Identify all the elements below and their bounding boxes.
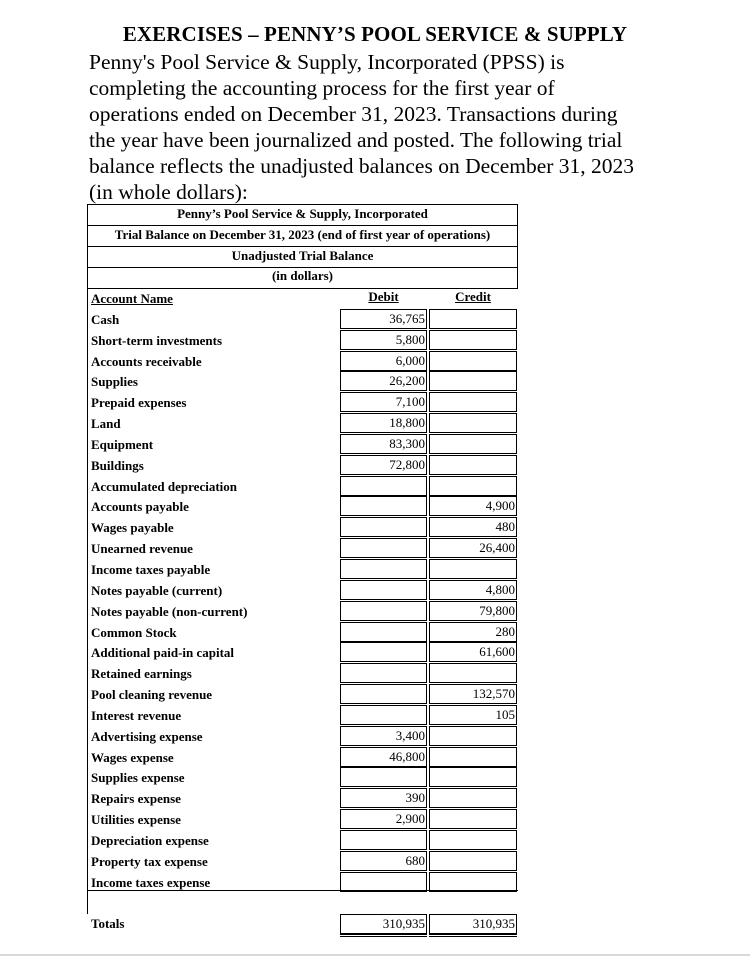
credit-cell [429,413,517,433]
table-row [87,413,518,434]
credit-header: Credit [455,289,491,304]
debit-cell [340,580,427,600]
double-underline-debit [340,934,427,937]
intro-line: Penny's Pool Service & Supply, Incorporated (PPSS) is [89,50,565,74]
table-row [87,392,518,413]
table-row [87,434,518,455]
account-name: Wages expense [91,749,174,765]
credit-cell [429,851,517,871]
credit-cell [429,809,517,829]
debit-header: Debit [368,289,399,304]
intro-line: operations ended on December 31, 2023. Transactions during [89,102,618,126]
account-name: Property tax expense [91,853,208,869]
account-name: Accounts receivable [91,353,202,369]
debit-cell: 680 [340,851,427,871]
table-row [87,663,518,684]
table-row [87,330,518,351]
table-row [87,476,518,497]
debit-cell: 2,900 [340,809,427,829]
account-name-header: Account Name [91,291,173,306]
debit-cell: 72,800 [340,455,427,475]
credit-cell [429,747,517,767]
debit-cell: 46,800 [340,747,427,767]
intro-paragraph [89,49,699,205]
account-name: Equipment [91,436,154,452]
debit-cell [340,476,427,496]
debit-cell: 26,200 [340,371,427,391]
account-name: Supplies expense [91,770,185,786]
debit-cell [340,642,427,662]
table-row [87,684,518,705]
credit-cell [429,351,517,371]
credit-cell [429,726,517,746]
credit-cell [429,830,517,850]
credit-cell [429,330,517,350]
table-row [87,455,518,476]
debit-cell [340,622,427,642]
intro-line: balance reflects the unadjusted balances on December 31, 2023 [89,154,635,178]
trial-balance-unit: (in dollars) [271,268,334,283]
account-name: Accounts payable [91,499,189,515]
account-name: Accumulated depreciation [91,478,237,494]
table-row [87,351,518,372]
account-name: Common Stock [91,624,177,640]
totals-row [87,914,518,934]
account-name: Unearned revenue [91,541,193,557]
credit-cell [429,434,517,454]
credit-cell: 4,800 [429,580,517,600]
debit-cell: 390 [340,788,427,808]
debit-cell [340,517,427,537]
table-row [87,788,518,809]
account-name: Cash [91,311,120,327]
credit-cell: 280 [429,622,517,642]
debit-cell [340,767,427,787]
account-name: Notes payable (current) [91,582,223,598]
account-rows [87,288,518,892]
account-name: Short-term investments [91,332,223,348]
double-underline-credit [429,934,517,937]
debit-cell [340,705,427,725]
account-name: Utilities expense [91,812,181,828]
totals-label: Totals [91,916,125,931]
table-row [87,642,518,663]
credit-cell: 61,600 [429,642,517,662]
trial-balance-type: Unadjusted Trial Balance [231,248,374,263]
account-name: Pool cleaning revenue [91,687,213,703]
credit-cell [429,872,517,892]
debit-cell: 6,000 [340,351,427,371]
debit-cell: 18,800 [340,413,427,433]
credit-cell [429,371,517,391]
totals-debit: 310,935 [340,914,427,934]
table-row [87,309,518,330]
table-row [87,622,518,643]
debit-cell: 83,300 [340,434,427,454]
credit-cell [429,309,517,329]
account-name: Depreciation expense [91,832,209,848]
account-name: Additional paid-in capital [91,645,235,661]
credit-cell [429,455,517,475]
credit-cell: 132,570 [429,684,517,704]
debit-cell [340,684,427,704]
table-row [87,538,518,559]
account-name: Notes payable (non-current) [91,603,248,619]
credit-cell: 79,800 [429,601,517,621]
credit-cell [429,476,517,496]
account-name: Supplies [91,374,138,390]
account-name: Repairs expense [91,791,181,807]
table-row [87,559,518,580]
debit-cell [340,601,427,621]
account-name: Interest revenue [91,707,182,723]
credit-cell: 4,900 [429,496,517,516]
account-name: Advertising expense [91,728,203,744]
credit-cell [429,392,517,412]
exercise-title: EXERCISES – PENNY’S POOL SERVICE & SUPPLY [122,22,628,46]
intro-line: (in whole dollars): [89,180,248,204]
trial-balance-subtitle: Trial Balance on December 31, 2023 (end of first year of operations) [114,227,491,242]
table-row [87,809,518,830]
account-name: Buildings [91,457,144,473]
account-name: Prepaid expenses [91,395,187,411]
table-row [87,601,518,622]
debit-cell [340,663,427,683]
credit-cell [429,559,517,579]
credit-cell [429,788,517,808]
credit-cell: 480 [429,517,517,537]
column-header-row [87,288,518,309]
account-name: Retained earnings [91,666,192,682]
table-row [87,851,518,872]
account-name: Income taxes expense [91,874,211,890]
debit-cell: 36,765 [340,309,427,329]
debit-cell [340,830,427,850]
account-name: Wages payable [91,520,174,536]
table-row [87,371,518,392]
debit-cell: 5,800 [340,330,427,350]
debit-cell [340,559,427,579]
intro-line: the year have been journalized and posted. The following trial [89,128,623,152]
company-name: Penny’s Pool Service & Supply, Incorporated [177,206,428,221]
table-row [87,747,518,768]
account-name: Income taxes payable [91,561,211,577]
account-name: Land [91,416,121,432]
debit-cell: 7,100 [340,392,427,412]
debit-cell [340,496,427,516]
credit-cell [429,767,517,787]
debit-cell [340,872,427,892]
table-row [87,580,518,601]
credit-cell: 105 [429,705,517,725]
table-row [87,872,518,893]
credit-cell [429,663,517,683]
trial-balance-table [87,204,518,932]
table-row [87,830,518,851]
totals-credit: 310,935 [429,914,517,934]
debit-cell [340,538,427,558]
table-row [87,517,518,538]
debit-cell: 3,400 [340,726,427,746]
table-row [87,705,518,726]
intro-line: completing the accounting process for the first year of [89,76,555,100]
table-row [87,767,518,788]
table-row [87,726,518,747]
credit-cell: 26,400 [429,538,517,558]
table-row [87,496,518,517]
